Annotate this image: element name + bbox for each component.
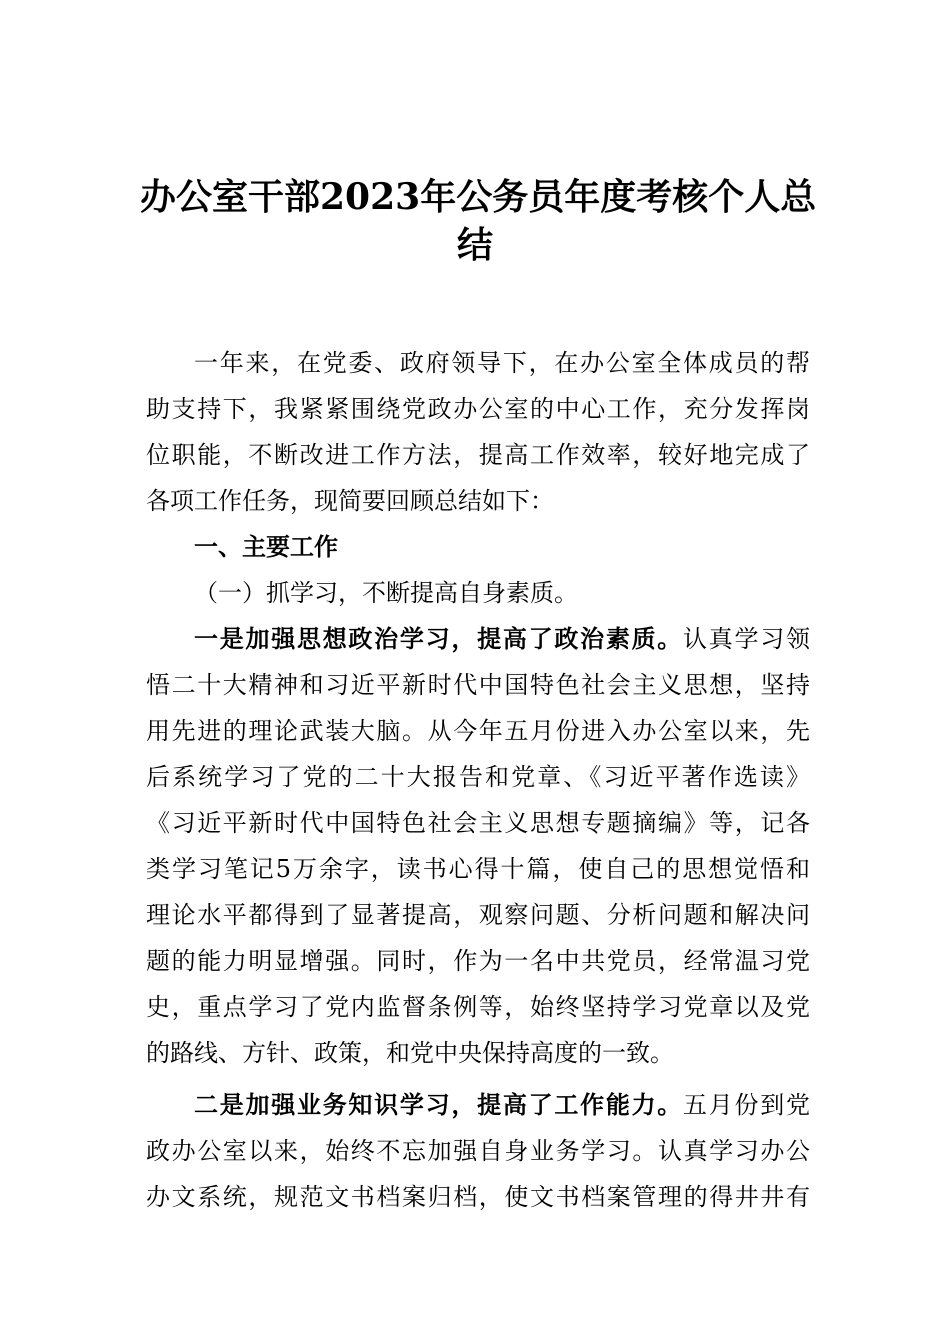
subsection-heading: （一）抓学习，不断提高自身素质。 <box>194 579 578 607</box>
paragraph-3-first-line <box>146 1082 810 1128</box>
paragraph-1-line: 助支持下，我紧紧围绕党政办公室的中心工作，充分发挥岗 <box>146 395 810 423</box>
section-heading: 一、主要工作 <box>194 532 338 561</box>
document-body <box>146 340 810 1220</box>
paragraph-3-line: 办文系统，规范文书档案归档，使文书档案管理的得井井有 <box>146 1183 810 1211</box>
paragraph-1-line: 一年来，在党委、政府领导下，在办公室全体成员的帮 <box>194 349 810 377</box>
paragraph-1-line: 各项工作任务，现简要回顾总结如下： <box>146 487 554 515</box>
document-title-line-2: 结 <box>456 224 493 266</box>
paragraph-2-lead: 一是加强思想政治学习，提高了政治素质。 <box>194 624 684 653</box>
paragraph-2-line: 后系统学习了党的二十大报告和党章、《习近平著作选读》 <box>146 763 810 791</box>
paragraph-2-text: 认真学习领 <box>683 625 810 653</box>
paragraph-2-line: 的路线、方针、政策，和党中央保持高度的一致。 <box>146 1039 674 1067</box>
paragraph-1-line: 位职能，不断改进工作方法，提高工作效率，较好地完成了 <box>146 441 810 469</box>
document-title-line-1: 办公室干部2023年公务员年度考核个人总 <box>140 176 817 218</box>
paragraph-2-line: 题的能力明显增强。同时，作为一名中共党员，经常温习党 <box>146 947 810 975</box>
paragraph-3-lead: 二是加强业务知识学习，提高了工作能力。 <box>194 1090 684 1119</box>
paragraph-3-line: 政办公室以来，始终不忘加强自身业务学习。认真学习办公 <box>146 1137 810 1165</box>
paragraph-2-line: 理论水平都得到了显著提高，观察问题、分析问题和解决问 <box>146 901 810 929</box>
paragraph-2-first-line <box>146 616 810 662</box>
paragraph-2-line: 史，重点学习了党内监督条例等，始终坚持学习党章以及党 <box>146 993 810 1021</box>
paragraph-2-line: 《习近平新时代中国特色社会主义思想专题摘编》等，记各 <box>146 809 810 837</box>
paragraph-2-line: 悟二十大精神和习近平新时代中国特色社会主义思想，坚持 <box>146 671 810 699</box>
paragraph-3-text: 五月份到党 <box>683 1091 810 1119</box>
paragraph-2-line: 类学习笔记5万余字，读书心得十篇，使自己的思想觉悟和 <box>146 855 810 883</box>
paragraph-2-line: 用先进的理论武装大脑。从今年五月份进入办公室以来，先 <box>146 717 810 745</box>
